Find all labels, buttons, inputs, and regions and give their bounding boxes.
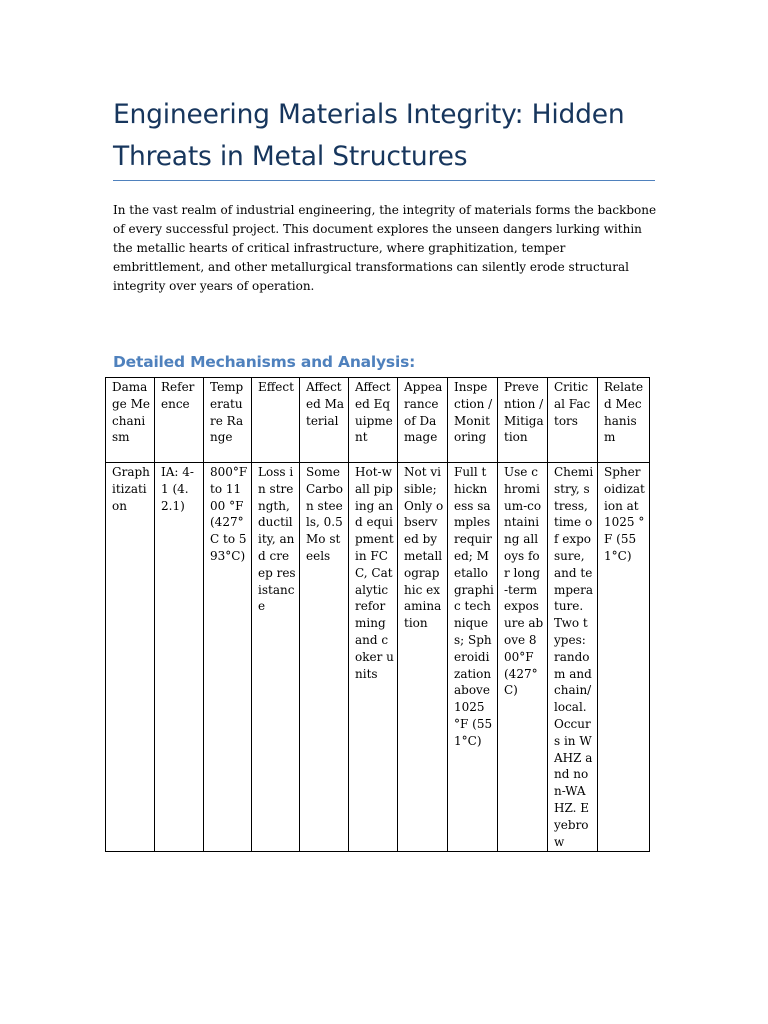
header-cell: Critical Factors	[548, 378, 598, 463]
mechanisms-table	[105, 377, 650, 852]
table-cell: IA: 4-1 (4.2.1)	[155, 463, 204, 852]
header-cell: Related Mechanism	[598, 378, 650, 463]
title-underline	[113, 180, 655, 181]
table-row	[106, 463, 650, 852]
table-cell: Spheroidization at 1025 °F (551°C)	[598, 463, 650, 852]
table-cell: Full thickness samples required; Metallographic techniques; Spheroidization above 1025 °F (551°C)	[448, 463, 498, 852]
table-cell: Some Carbon steels, 0.5Mo steels	[300, 463, 349, 852]
intro-paragraph: In the vast realm of industrial engineering, the integrity of materials forms the backbone of every successful project. This document explores the unseen dangers lurking within the metallic hearts of critical infrastructure, where graphitization, temper embrittlement, and other metallurgical transformations can silently erode structural integrity over years of operation.	[113, 203, 657, 293]
header-cell: Temperature Range	[204, 378, 252, 463]
header-cell: Reference	[155, 378, 204, 463]
header-cell: Effect	[252, 378, 300, 463]
header-cell: Damage Mechanism	[106, 378, 155, 463]
table-cell: Hot-wall piping and equipment in FCC, Catalytic reforming and coker units	[349, 463, 398, 852]
header-cell: Inspection / Monitoring	[448, 378, 498, 463]
header-cell: Affected Equipment	[349, 378, 398, 463]
table-cell: Graphitization	[106, 463, 155, 852]
header-cell: Affected Material	[300, 378, 349, 463]
table-cell: Use chromium-containing alloys for long-term exposure above 800°F (427°C)	[498, 463, 548, 852]
header-cell: Prevention / Mitigation	[498, 378, 548, 463]
table-cell: Loss in strength, ductility, and creep resistance	[252, 463, 300, 852]
table-cell: 800°F to 1100 °F (427°C to 593°C)	[204, 463, 252, 852]
header-cell: Appearance of Damage	[398, 378, 448, 463]
section-heading: Detailed Mechanisms and Analysis:	[113, 353, 416, 371]
table-header-row	[106, 378, 650, 463]
document-title: Engineering Materials Integrity: Hidden Threats in Metal Structures	[113, 99, 625, 172]
table-cell: Not visible; Only observed by metallographic examination	[398, 463, 448, 852]
table-cell: Chemistry, stress, time of exposure, and temperature. Two types: random and chain/local. Occurs in WAHZ and non-WAHZ. Eyebrow	[548, 463, 598, 852]
